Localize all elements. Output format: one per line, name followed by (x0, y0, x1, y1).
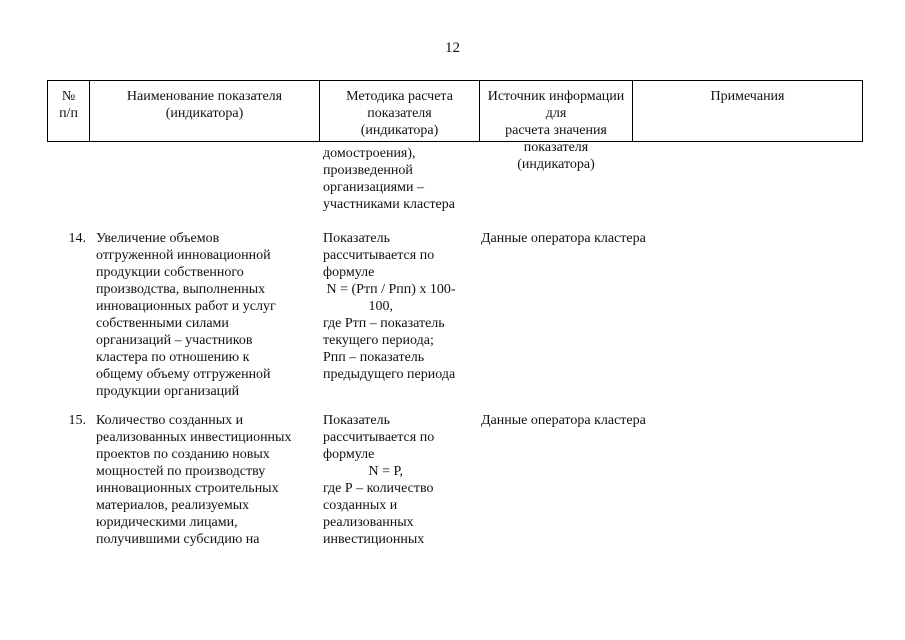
header-information-source: Источник информации для расчета значения показателя (индикатора) (480, 81, 633, 141)
continuation-method-text: домостроения), произведенной организациями – участниками кластера (323, 146, 455, 212)
page-number: 12 (445, 40, 460, 56)
header-notes: Примечания (710, 89, 785, 104)
row-14-indicator-name: Увеличение объемов отгруженной инновационной продукции собственного производства, выполненных инновационных работ и услуг собственными силами организаций – участников кластера по отношению к общему объему отгруженной продукции организаций (96, 231, 276, 399)
row-15-calculation-method: Показатель рассчитывается по формуле N = Р, где Р – количество созданных и реализованных инвестиционных (323, 413, 435, 547)
row-15-number: 15. (68, 413, 86, 428)
table-header (47, 80, 863, 172)
header-number: № п/п (48, 81, 90, 141)
row-14-number: 14. (68, 231, 86, 246)
row-15-indicator-name: Количество созданных и реализованных инвестиционных проектов по созданию новых мощностей по производству инновационных строительных материалов, реализуемых юридическими лицами, получившими субсидию на (96, 413, 292, 547)
header-calculation-method: Методика расчета показателя (индикатора) (320, 81, 480, 141)
header-indicator-name: Наименование показателя (индикатора) (90, 81, 320, 141)
row-15-information-source: Данные оператора кластера (481, 413, 646, 428)
row-14-calculation-method: Показатель рассчитывается по формуле N = (Ртп / Рпп) х 100- 100, где Ртп – показатель текущего периода; Рпп – показатель предыдущего периода (323, 231, 456, 382)
row-14-information-source: Данные оператора кластера (481, 231, 646, 246)
